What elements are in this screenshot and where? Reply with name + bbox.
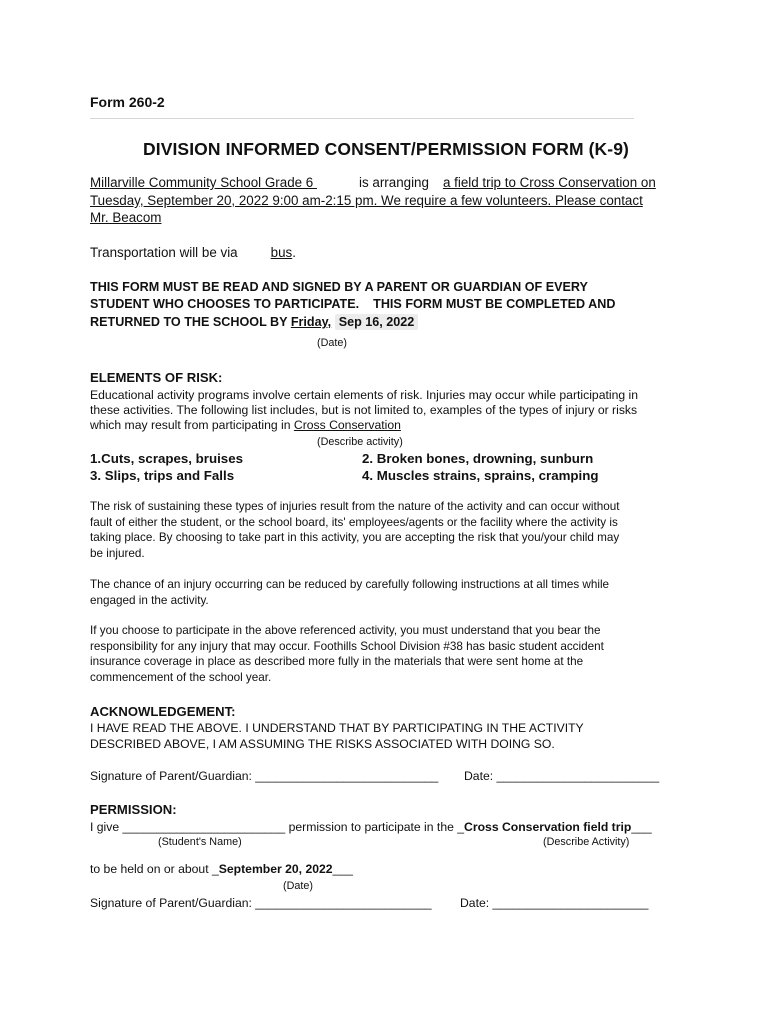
student-name-caption: (Student's Name) <box>158 836 242 848</box>
form-number: Form 260-2 <box>90 94 165 110</box>
risk-para3-line-1: If you choose to participate in the above referenced activity, you must understand that you bear the <box>90 624 601 637</box>
held-on-line <box>90 862 353 876</box>
risk-intro-3 <box>90 418 401 432</box>
held-date: September 20, 2022 <box>218 862 333 876</box>
risk-item-3: 3. Slips, trips and Falls <box>90 468 235 483</box>
ack-line-1: I HAVE READ THE ABOVE. I UNDERSTAND THAT BY PARTICIPATING IN THE ACTIVITY <box>90 721 584 735</box>
header-divider <box>90 118 634 119</box>
risk-item-1: 1.Cuts, scrapes, bruises <box>90 451 243 466</box>
risk-item-2: 2. Broken bones, drowning, sunburn <box>362 451 594 466</box>
arranging-text: is arranging <box>358 175 429 190</box>
activity-caption: (Describe activity) <box>317 436 403 448</box>
risk-para3-line-2: responsibility for any injury that may occur. Foothills School Division #38 has basic student accident <box>90 640 604 653</box>
notice-return-prefix: RETURNED TO THE SCHOOL BY <box>90 315 291 329</box>
risk-para2-line-2: engaged in the activity. <box>90 594 209 607</box>
risk-para1-line-1: The risk of sustaining these types of injuries result from the nature of the activity and can occur without <box>90 500 620 513</box>
risk-para1-line-2: fault of either the student, or the school board, its' employees/agents or the facility where the activity is <box>90 516 618 529</box>
risk-para3-line-4: commencement of the school year. <box>90 671 272 684</box>
transportation-value: bus <box>270 245 293 260</box>
permission-heading: PERMISSION: <box>90 802 177 817</box>
transportation-line <box>90 245 296 260</box>
student-name-field[interactable]: I give ________________________ permission to participate in the _ <box>90 820 465 834</box>
permission-line <box>90 820 652 834</box>
risk-heading: ELEMENTS OF RISK: <box>90 370 223 385</box>
held-prefix: to be held on or about _ <box>90 862 219 876</box>
trip-description-3: Mr. Beacom <box>90 210 162 225</box>
risk-para2-line-1: The chance of an injury occurring can be reduced by carefully following instructions at all times while <box>90 578 610 591</box>
risk-item-4: 4. Muscles strains, sprains, cramping <box>362 468 599 483</box>
permission-activity-suffix: ___ <box>631 820 652 834</box>
risk-para3-line-3: insurance coverage in place as described more fully in the materials that were sent home at the <box>90 655 584 668</box>
ack-date-field[interactable]: Date: ________________________ <box>464 769 660 783</box>
ack-heading: ACKNOWLEDGEMENT: <box>90 704 236 719</box>
risk-intro-1: Educational activity programs involve certain elements of risk. Injuries may occur while participating in <box>90 388 638 402</box>
risk-intro-2: these activities. The following list includes, but is not limited to, examples of the types of injury or risks <box>90 403 638 417</box>
held-suffix: ___ <box>332 862 353 876</box>
notice-line-3 <box>90 315 418 329</box>
transportation-period: . <box>292 245 296 260</box>
notice-line-2: STUDENT WHO CHOOSES TO PARTICIPATE. THIS FORM MUST BE COMPLETED AND <box>90 297 616 311</box>
return-date: Sep 16, 2022 <box>335 314 419 330</box>
trip-description-2: Tuesday, September 20, 2022 9:00 am-2:15 pm. We require a few volunteers. Please contact <box>90 193 643 208</box>
school-name: Millarville Community School Grade 6 <box>90 175 317 190</box>
permission-date-field[interactable]: Date: _______________________ <box>460 896 649 910</box>
activity-describe-caption: (Describe Activity) <box>543 836 630 848</box>
intro-line-1 <box>90 175 656 190</box>
return-date-caption: (Date) <box>317 337 347 349</box>
risk-para1-line-4: be injured. <box>90 547 145 560</box>
ack-line-2: DESCRIBED ABOVE, I AM ASSUMING THE RISKS ASSOCIATED WITH DOING SO. <box>90 737 555 751</box>
trip-description-1: a field trip to Cross Conservation on <box>442 175 656 190</box>
return-day: Friday, <box>290 315 332 329</box>
held-date-caption: (Date) <box>283 880 313 892</box>
permission-activity: Cross Conservation field trip <box>464 820 632 834</box>
permission-signature-field[interactable]: Signature of Parent/Guardian: __________________________ <box>90 896 432 910</box>
form-title: DIVISION INFORMED CONSENT/PERMISSION FORM (K-9) <box>143 139 629 159</box>
notice-line-1: THIS FORM MUST BE READ AND SIGNED BY A PARENT OR GUARDIAN OF EVERY <box>90 280 588 294</box>
risk-para1-line-3: taking place. By choosing to take part in this activity, you are accepting the risk that you/your child may <box>90 531 620 544</box>
ack-signature-field[interactable]: Signature of Parent/Guardian: ___________________________ <box>90 769 439 783</box>
risk-intro-3-prefix: which may result from participating in <box>90 418 294 432</box>
transportation-label: Transportation will be via <box>90 245 238 260</box>
risk-activity: Cross Conservation <box>293 418 401 432</box>
